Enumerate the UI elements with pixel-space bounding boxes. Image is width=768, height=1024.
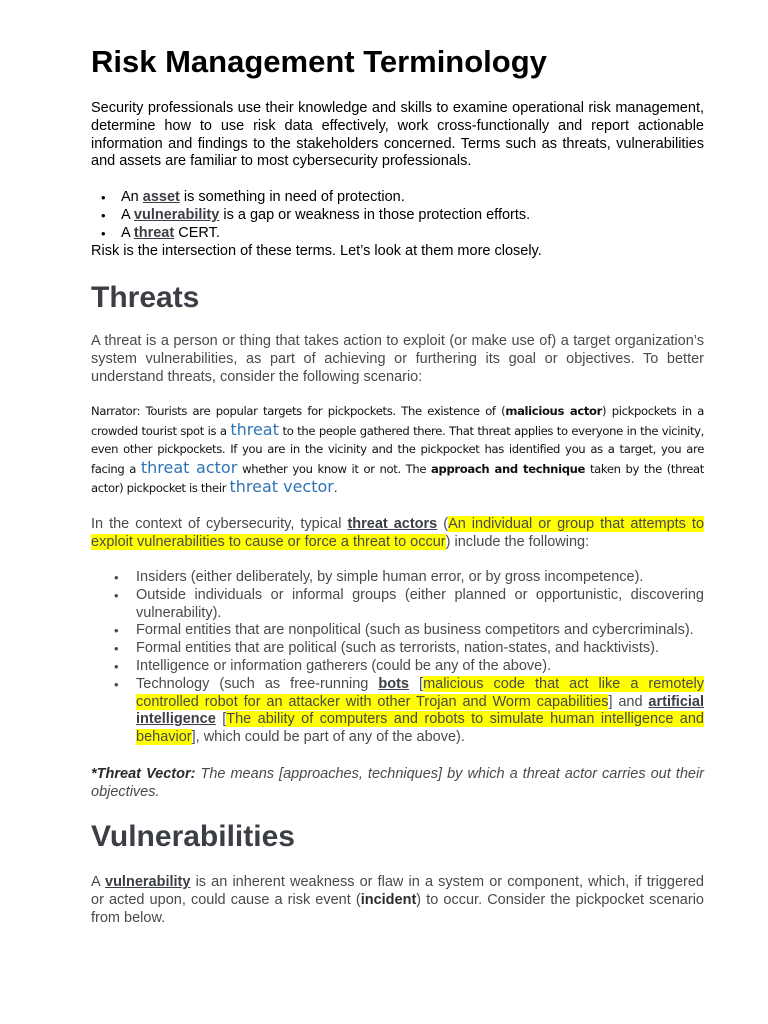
term-asset: asset [142, 189, 180, 205]
intersection-sentence: Risk is the intersection of these terms. Let’s look at them more closely. [91, 243, 542, 259]
page-title: Risk Management Terminology [91, 44, 547, 79]
keyword-threat-vector: threat vector [229, 477, 334, 496]
term-threat: threat [133, 224, 175, 241]
threats-heading: Threats [91, 281, 200, 314]
list-item: • A threat CERT. [121, 225, 704, 243]
threat-definition: A threat is a person or thing that takes action to exploit (or make use of) a target organization’s system vulnerabilities, as part of achieving or furthering its goal or objectives. To better understand threats, consider the following scenario: [91, 333, 704, 385]
list-item: • Insiders (either deliberately, by simple human error, or by gross incompetence). [136, 569, 704, 587]
list-item: • A vulnerability is a gap or weakness in those protection efforts. [121, 207, 704, 225]
keyword-threat-actor: threat actor [140, 457, 238, 477]
terms-list [121, 189, 704, 242]
term-artificial-intelligence: artificial intelligence [136, 693, 705, 728]
narrator-paragraph: Narrator: Tourists are popular targets for pickpockets. The existence of (malicious actor) pickpockets in a crowded tourist spot is a threat to the people gathered there. That threat applies to everyone in the vicinity, even other pickpockets. If you are in the vicinity and the pickpocket has identified you as a target, you are facing a threat actor whether you know it or not. The approach and technique taken by the (threat actor) pickpocket is their threat vector. [91, 404, 704, 496]
list-item: • Outside individuals or informal groups (either planned or opportunistic, discovering vulnerability). [136, 587, 704, 623]
list-item: • Formal entities that are political (such as terrorists, nation-states, and hacktivists). [136, 640, 704, 658]
term-bots: bots [378, 675, 409, 692]
list-item: • Intelligence or information gatherers (could be any of the above). [136, 658, 704, 676]
list-item: • Technology (such as free-running bots [malicious code that act like a remotely controlled robot for an attacker with other Trojan and Worm capabilities] and artificial intelligence [The ability of computers and robots to simulate human intelligence and behavior], which could be part of any of the above). [136, 676, 704, 747]
vulnerabilities-heading: Vulnerabilities [91, 820, 295, 853]
term-vulnerability: vulnerability [133, 206, 220, 223]
intro-paragraph: Security professionals use their knowledge and skills to examine operational risk management, determine how to use risk data effectively, work cross-functionally and report actionable information and findings to the stakeholders concerned. Terms such as threats, vulnerabilities and assets are familiar to most cybersecurity professionals. [91, 100, 704, 170]
term-vulnerability: vulnerability [105, 874, 191, 890]
term-threat-actors: threat actors [347, 516, 438, 532]
vulnerability-paragraph: A vulnerability is an inherent weakness or flaw in a system or component, which, if triggered or acted upon, could cause a risk event (incident) to occur. Consider the pickpocket scenario from below. [91, 874, 704, 926]
keyword-threat: threat [230, 419, 279, 439]
highlight-definition: An individual or group that attempts to exploit vulnerabilities to cause or force a threat to occur [91, 516, 705, 550]
context-paragraph: In the context of cybersecurity, typical threat actors (An individual or group that attempts to exploit vulnerabilities to cause or force a threat to occur) include the following: [91, 516, 705, 550]
list-item: • An asset is something in need of protection. [121, 189, 704, 207]
threat-actors-list [136, 569, 704, 747]
list-item: • Formal entities that are nonpolitical (such as business competitors and cybercriminals). [136, 622, 704, 640]
threat-vector-note: *Threat Vector: The means [approaches, techniques] by which a threat actor carries out their objectives. [91, 766, 705, 800]
